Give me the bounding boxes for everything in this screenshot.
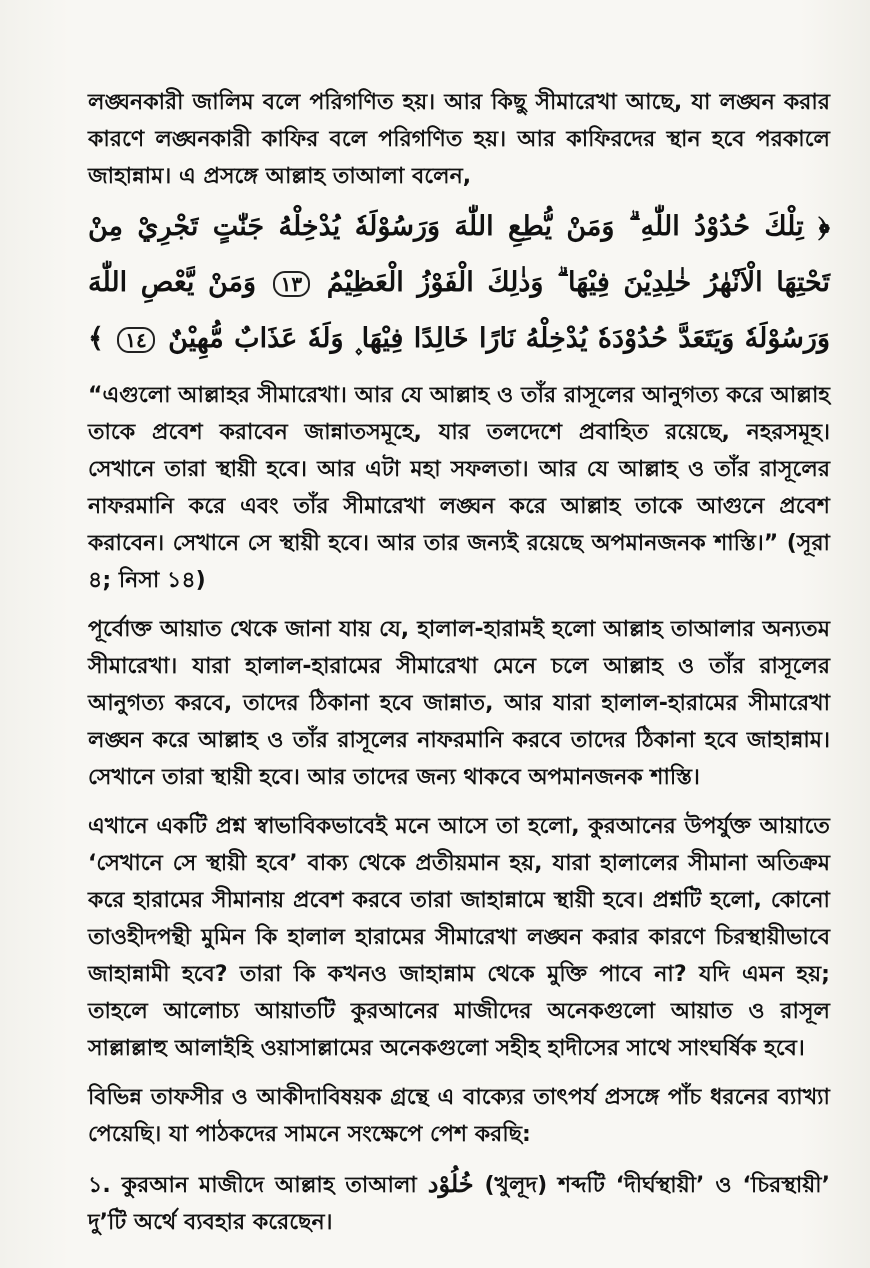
paragraph-question: এখানে একটি প্রশ্ন স্বাভাবিকভাবেই মনে আসে তা হলো, কুরআনের উপর্যুক্ত আয়াতে ‘সেখানে সে স্থায়ী হবে’ বাক্য থেকে প্রতীয়মান হয়, যারা হালালের সীমানা অতিক্রম করে হারামের সীমানায় প্রবেশ করবে তারা জাহান্নামে স্থায়ী হবে। প্রশ্নটি হলো, কোনো তাওহীদপন্থী মুমিন কি হালাল হারামের সীমারেখা লঙ্ঘন করার কারণে চিরস্থায়ীভাবে জাহান্নামী হবে? তারা কি কখনও জাহান্নাম থেকে মুক্তি পাবে না? যদি এমন হয়; তাহলে আলোচ্য আয়াতটি কুরআনের মাজীদের অনেকগুলো আয়াত ও রাসূল সাল্লাল্লাহু আলাইহি ওয়াসাল্লামের অনেকগুলো সহীহ হাদীসের সাথে সাংঘর্ষিক হবে। bbox=[88, 814, 830, 1061]
point-number: ১. bbox=[88, 1173, 111, 1198]
point-text-before: কুরআন মাজীদে আল্লাহ তাআলা bbox=[121, 1173, 417, 1198]
quran-open-bracket: ﴿ bbox=[818, 211, 830, 242]
quran-close-bracket: ﴾ bbox=[88, 323, 104, 354]
page-content bbox=[88, 84, 830, 1241]
numbered-point-1 bbox=[88, 1165, 830, 1241]
verse-translation: “এগুলো আল্লাহর সীমারেখা। আর যে আল্লাহ ও তাঁর রাসূলের আনুগত্য করে আল্লাহ তাকে প্রবেশ করাবেন জান্নাতসমূহে, যার তলদেশে প্রবাহিত রয়েছে, নহরসমূহ। সেখানে তারা স্থায়ী হবে। আর এটা মহা সফলতা। আর যে আল্লাহ ও তাঁর রাসূলের নাফরমানি করে এবং তাঁর সীমারেখা লঙ্ঘন করে আল্লাহ তাকে আগুনে প্রবেশ করাবেন। সেখানে সে স্থায়ী হবে। আর তার জন্যই রয়েছে অপমানজনক শাস্তি।” (সূরা ৪; নিসা ১৪) bbox=[88, 383, 830, 593]
paragraph-explanations-intro: বিভিন্ন তাফসীর ও আকীদাবিষয়ক গ্রন্থে এ বাক্যের তাৎপর্য প্রসঙ্গে পাঁচ ধরনের ব্যাখ্যা পেয়েছি। যা পাঠকদের সামনে সংক্ষেপে পেশ করছি: bbox=[88, 1085, 830, 1147]
paragraph-halal-haram-boundary: পূর্বোক্ত আয়াত থেকে জানা যায় যে, হালাল-হারামই হলো আল্লাহ তাআলার অন্যতম সীমারেখা। যারা হালাল-হারামের সীমারেখা মেনে চলে আল্লাহ ও তাঁর রাসূলের আনুগত্য করবে, তাদের ঠিকানা হবে জান্নাত, আর যারা হালাল-হারামের সীমারেখা লঙ্ঘন করে আল্লাহ ও তাঁর রাসূলের নাফরমানি করবে তাদের ঠিকানা হবে জাহান্নাম। সেখানে তারা স্থায়ী হবে। আর তাদের জন্য থাকবে অপমানজনক শাস্তি। bbox=[88, 617, 830, 790]
ayah-number-13: ١٣ bbox=[273, 271, 310, 297]
ayah-number-14: ١٤ bbox=[117, 327, 154, 353]
intro-paragraph: লঙ্ঘনকারী জালিম বলে পরিগণিত হয়। আর কিছু সীমারেখা আছে, যা লঙ্ঘন করার কারণে লঙ্ঘনকারী কাফির বলে পরিগণিত হয়। আর কাফিরদের স্থান হবে পরকালে জাহান্নাম। এ প্রসঙ্গে আল্লাহ তাআলা বলেন, bbox=[88, 90, 830, 189]
quran-verse-block bbox=[88, 199, 830, 367]
quran-verse-13-text: تِلْكَ حُدُوْدُ اللّٰهِ ۗ وَمَنْ يُّطِعِ اللّٰهَ وَرَسُوْلَهٗ يُدْخِلْهُ جَنّٰتٍ تَجْرِيْ مِنْ تَحْتِهَا الْاَنْهٰرُ خٰلِدِيْنَ فِيْهَا ۗ وَذٰلِكَ الْفَوْزُ الْعَظِيْمُ bbox=[88, 211, 830, 298]
point-text-after: (খুলূদ) শব্দটি ‘দীর্ঘস্থায়ী’ ও ‘চিরস্থায়ী’ দু’টি অর্থে ব্যবহার করেছেন। bbox=[88, 1173, 830, 1235]
arabic-word-khulud: خُلُوْد bbox=[427, 1169, 474, 1198]
quran-verse-14-text: وَمَنْ يَّعْصِ اللّٰهَ وَرَسُوْلَهٗ وَيَتَعَدَّ حُدُوْدَهٗ يُدْخِلْهُ نَارًا خَالِدًا فِيْهَا ۪ وَلَهٗ عَذَابٌ مُّهِيْنٌ bbox=[88, 267, 830, 354]
